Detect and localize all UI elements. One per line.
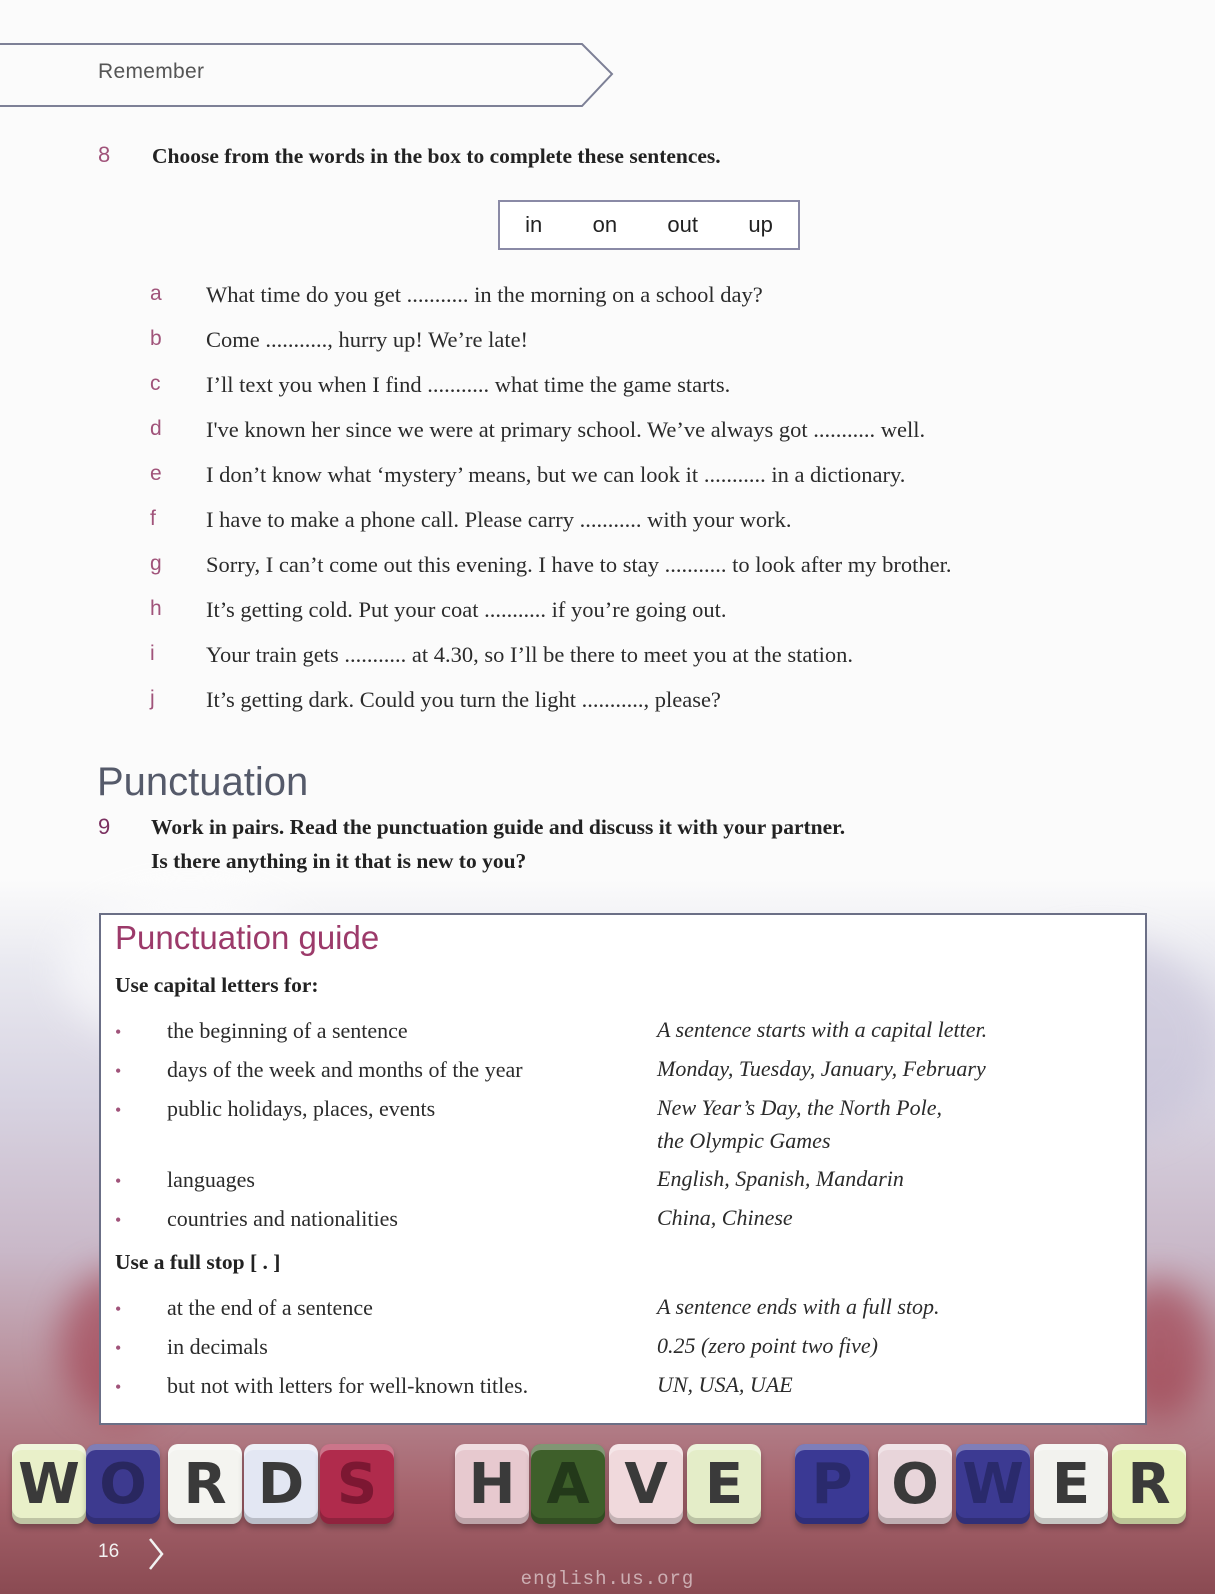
sentence-letter: b (150, 327, 162, 350)
letter-cube: R (168, 1444, 242, 1524)
guide-use: public holidays, places, events (167, 1096, 436, 1121)
sentence-item (150, 687, 1150, 732)
bullet-icon: • (115, 1210, 122, 1230)
word-box-item: in (525, 212, 543, 237)
guide-use: languages (167, 1167, 255, 1192)
guide-title: Punctuation guide (115, 919, 380, 956)
remember-tab-shape (0, 40, 620, 108)
bullet-icon: • (115, 1299, 122, 1319)
exercise-9-number: 9 (98, 814, 111, 839)
letter-cube: D (244, 1444, 318, 1524)
bullet-icon: • (115, 1338, 122, 1358)
sentence-text: What time do you get ........... in the morning on a school day? (206, 282, 763, 307)
sentence-letter: i (150, 642, 155, 665)
punctuation-guide (99, 913, 1147, 1425)
letter-cube: S (320, 1444, 394, 1524)
word-box-item: out (667, 212, 699, 237)
bullet-icon: • (115, 1100, 122, 1120)
sentence-text: I have to make a phone call. Please carry ........... with your work. (206, 507, 792, 532)
guide-use: in decimals (167, 1334, 268, 1359)
guide-example: A sentence ends with a full stop. (657, 1294, 940, 1319)
bullet-icon: • (115, 1377, 122, 1397)
guide-example: A sentence starts with a capital letter. (657, 1017, 988, 1042)
exercise-9-instruction-line1: Work in pairs. Read the punctuation guide and discuss it with your partner. (151, 815, 846, 839)
sentence-item (150, 507, 1150, 552)
exercise-9-instruction-line2: Is there anything in it that is new to you? (151, 849, 527, 873)
letter-cube: E (687, 1444, 761, 1524)
sentence-text: Come ..........., hurry up! We’re late! (206, 327, 529, 352)
guide-example-continued: the Olympic Games (657, 1128, 831, 1153)
page-number: 16 (98, 1541, 120, 1562)
sentence-letter: e (150, 462, 162, 485)
letter-cube: P (795, 1444, 869, 1524)
sentence-item (150, 462, 1150, 507)
guide-example: UN, USA, UAE (657, 1372, 793, 1397)
letter-cube: E (1034, 1444, 1108, 1524)
sentence-letter: g (150, 552, 162, 575)
exercise-8-instruction: Choose from the words in the box to complete these sentences. (152, 144, 721, 168)
guide-example: 0.25 (zero point two five) (657, 1333, 878, 1358)
guide-example: New Year’s Day, the North Pole, (657, 1095, 943, 1120)
letter-cube: R (1112, 1444, 1186, 1524)
guide-use: days of the week and months of the year (167, 1057, 523, 1082)
sentence-letter: h (150, 597, 162, 620)
sentence-letter: j (150, 687, 155, 710)
sentence-item (150, 552, 1150, 597)
remember-tab (0, 40, 620, 108)
word-box (498, 200, 800, 250)
sentence-letter: a (150, 282, 162, 305)
guide-use: but not with letters for well-known titles. (167, 1373, 529, 1398)
sentence-item (150, 642, 1150, 687)
exercise-8-number: 8 (98, 142, 111, 167)
remember-label: Remember (98, 60, 205, 83)
letter-cube: A (531, 1444, 605, 1524)
sentence-letter: d (150, 417, 162, 440)
letter-cube: O (86, 1444, 160, 1524)
sentence-item (150, 327, 1150, 372)
sentence-item (150, 282, 1150, 327)
word-box-item: on (592, 212, 618, 237)
watermark: english.us.org (520, 1568, 695, 1590)
guide-use: at the end of a sentence (167, 1295, 373, 1320)
bullet-icon: • (115, 1022, 122, 1042)
letter-cube: H (455, 1444, 529, 1524)
sentence-text: It’s getting cold. Put your coat ........... if you’re going out. (206, 597, 727, 622)
letter-cube: W (12, 1444, 86, 1524)
sentence-text: Your train gets ........... at 4.30, so I’ll be there to meet you at the station. (206, 642, 853, 667)
sentence-text: I don’t know what ‘mystery’ means, but we can look it ........... in a dictionary. (206, 462, 906, 487)
sentence-letter: c (150, 372, 161, 395)
sentence-text: Sorry, I can’t come out this evening. I have to stay ........... to look after my brother. (206, 552, 952, 577)
guide-use: countries and nationalities (167, 1206, 398, 1231)
sentence-letter: f (150, 507, 156, 530)
letter-cube: V (609, 1444, 683, 1524)
sentence-text: It’s getting dark. Could you turn the light ..........., please? (206, 687, 721, 712)
words-have-power-cubes (0, 1436, 1215, 1546)
sentence-text: I’ll text you when I find ........... what time the game starts. (206, 372, 731, 397)
sentence-item (150, 372, 1150, 417)
word-box-item: up (748, 212, 773, 237)
sentence-item (150, 417, 1150, 462)
capitals-heading: Use capital letters for: (115, 973, 319, 997)
chevron-right-icon (146, 1536, 166, 1572)
letter-cube: W (956, 1444, 1030, 1524)
guide-example: Monday, Tuesday, January, February (657, 1056, 986, 1081)
sentence-list (150, 282, 1150, 732)
sentence-text: I've known her since we were at primary school. We’ve always got ........... well. (206, 417, 926, 442)
bullet-icon: • (115, 1061, 122, 1081)
guide-use: the beginning of a sentence (167, 1018, 408, 1043)
letter-cube: O (878, 1444, 952, 1524)
section-heading: Punctuation (97, 760, 309, 804)
full-stop-heading: Use a full stop [ . ] (115, 1250, 281, 1274)
sentence-item (150, 597, 1150, 642)
guide-example: China, Chinese (657, 1205, 793, 1230)
bullet-icon: • (115, 1171, 122, 1191)
guide-example: English, Spanish, Mandarin (657, 1166, 904, 1191)
